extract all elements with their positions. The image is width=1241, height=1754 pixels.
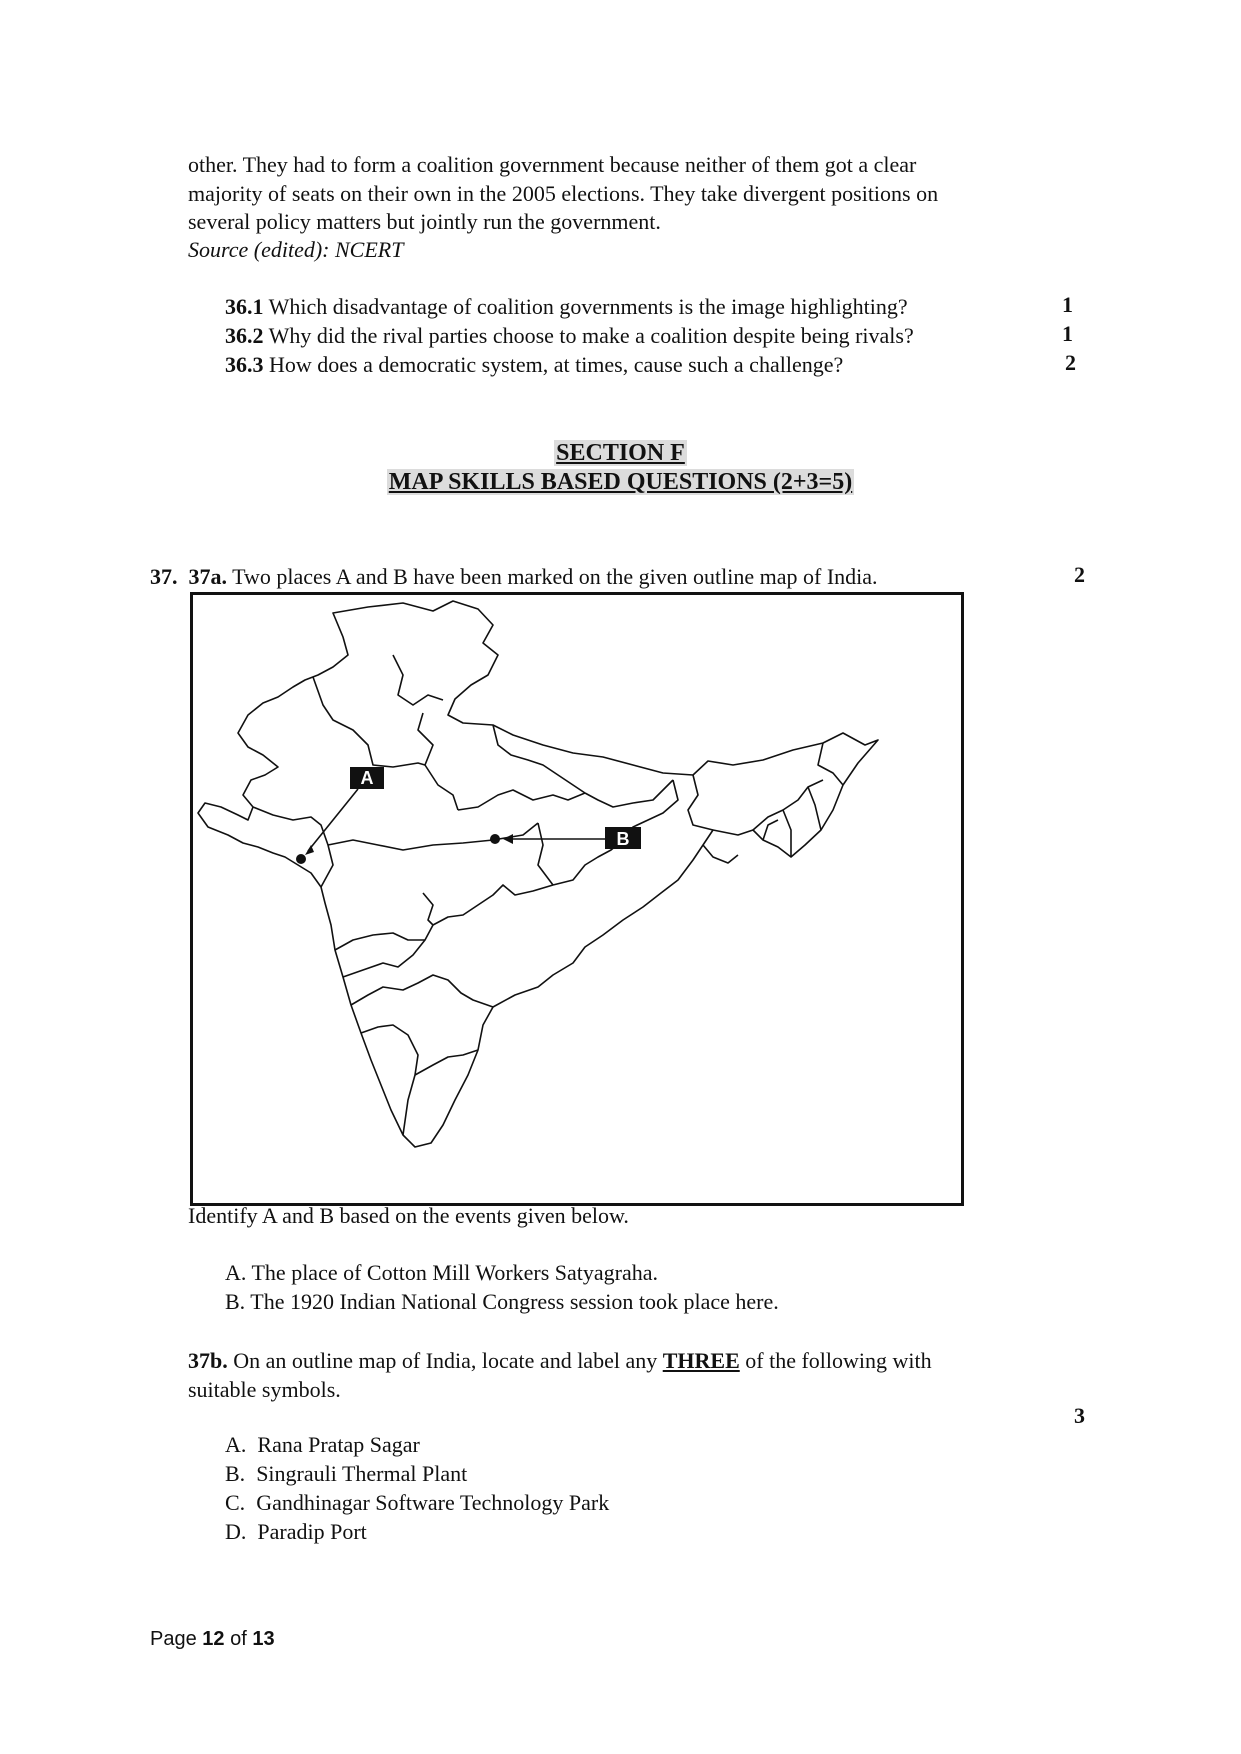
option-c: C. Gandhinagar Software Technology Park [225,1490,610,1515]
question-text: Which disadvantage of coalition governments is the image highlighting? [268,294,908,319]
marks-36-1: 1 [1062,292,1073,317]
option-b: B. Singrauli Thermal Plant [225,1461,468,1486]
marks-37a: 2 [1074,562,1085,587]
sub-question-label: 37a. [188,564,227,589]
question-36-3 [225,350,843,379]
map-label-b: B [616,829,630,849]
question-number: 37. [150,564,178,589]
emphasis-three: THREE [662,1348,740,1373]
section-title: MAP SKILLS BASED QUESTIONS (2+3=5) [388,469,853,495]
question-36-1 [225,292,908,321]
question-number: 36.2 [225,323,264,348]
event-b: B. The 1920 Indian National Congress session took place here. [225,1289,779,1314]
page-footer: Page 12 of 13 [150,1628,275,1650]
event-a: A. The place of Cotton Mill Workers Satyagraha. [225,1260,659,1285]
option-a: A. Rana Pratap Sagar [225,1432,420,1457]
marks-36-3: 2 [1065,350,1076,375]
question-37b [188,1347,932,1375]
section-heading: SECTION F [556,440,685,466]
question-text-continued: of the following with [745,1348,932,1373]
map-label-a: A [360,768,374,788]
marks-36-2: 1 [1062,321,1073,346]
question-text: Two places A and B have been marked on the given outline map of India. [232,564,878,589]
marks-37b: 3 [1074,1403,1085,1428]
passage-source: Source (edited): NCERT [188,237,404,262]
identify-prompt: Identify A and B based on the events given below. [188,1203,629,1228]
section-header [0,440,1241,496]
passage-line-2: majority of seats on their own in the 2005 elections. They take divergent positions on [188,181,939,206]
option-d: D. Paradip Port [225,1519,367,1544]
india-outline [198,601,878,1147]
passage-line-3: several policy matters but jointly run the government. [188,209,661,234]
sub-question-label: 37b. [188,1348,228,1373]
question-36-2 [225,321,914,350]
passage-line-1: other. They had to form a coalition government because neither of them got a clear [188,152,917,177]
question-text: How does a democratic system, at times, cause such a challenge? [269,352,844,377]
question-number: 36.1 [225,294,264,319]
india-outline-map [190,592,964,1206]
question-37a [150,562,878,591]
question-text: On an outline map of India, locate and label any [233,1348,658,1373]
question-text: Why did the rival parties choose to make a coalition despite being rivals? [268,323,914,348]
question-37b-line2: suitable symbols. [188,1377,341,1402]
question-number: 36.3 [225,352,264,377]
